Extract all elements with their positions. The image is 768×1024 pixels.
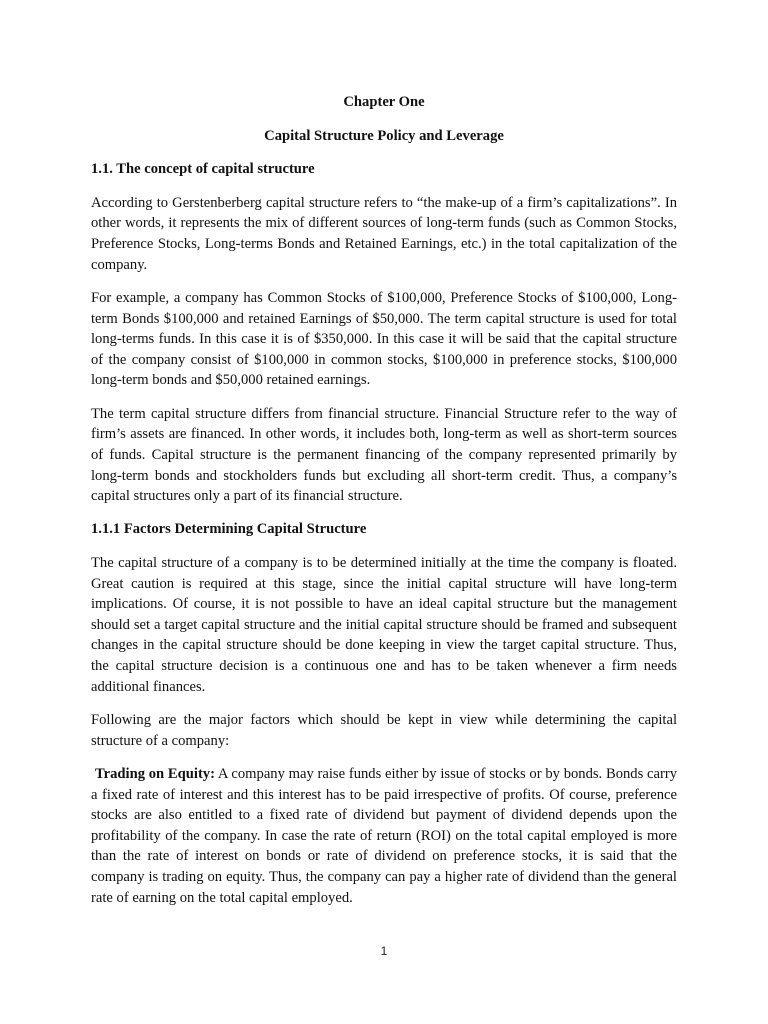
term-trading-on-equity: Trading on Equity:	[95, 766, 215, 783]
page-number: 1	[380, 944, 388, 958]
paragraph-major-factors: Following are the major factors which should be kept in view while determining the capital structure of a company:	[91, 712, 677, 749]
page-content	[91, 92, 677, 921]
paragraph-trading-on-equity	[91, 764, 677, 908]
paragraph-definition: According to Gerstenberberg capital structure refers to “the make-up of a firm’s capitalizations”. In other words, it represents the mix of different sources of long-term funds (such as Common Stocks, Preference Stocks, Long-terms Bonds and Retained Earnings, etc.) in the total capitalization of the company.	[91, 194, 677, 273]
paragraph-initial-structure: The capital structure of a company is to be determined initially at the time the company is floated. Great caution is required at this stage, since the initial capital structure will have long-term implications. Of course, it is not possible to have an ideal capital structure but the management should set a target capital structure and the initial capital structure should be framed and subsequent changes in the capital structure should be done keeping in view the target capital structure. Thus, the capital structure decision is a continuous one and has to be taken whenever a firm needs additional finances.	[91, 555, 677, 695]
section-heading-factors: 1.1.1 Factors Determining Capital Structure	[91, 521, 367, 538]
chapter-heading: Chapter One	[343, 94, 425, 110]
paragraph-example: For example, a company has Common Stocks of $100,000, Preference Stocks of $100,000, Long-term Bonds $100,000 and retained Earnings of $50,000. The term capital structure is used for total long-terms funds. In this case it is of $350,000. In this case it will be said that the capital structure of the company consist of $100,000 in common stocks, $100,000 in preference stocks, $100,000 long-term bonds and $50,000 retained earnings.	[91, 289, 677, 389]
section-heading-concept: 1.1. The concept of capital structure	[91, 161, 315, 178]
paragraph-financial-structure: The term capital structure differs from financial structure. Financial Structure refer to the way of firm’s assets are financed. In other words, it includes both, long-term as well as short-term sources of funds. Capital structure is the permanent financing of the company represented primarily by long-term bonds and stockholders funds but excluding all short-term credit. Thus, a company’s capital structures only a part of its financial structure.	[91, 405, 677, 505]
chapter-title: Capital Structure Policy and Leverage	[264, 127, 504, 144]
trading-on-equity-text: A company may raise funds either by issue of stocks or by bonds. Bonds carry a fixed rate of interest and this interest has to be paid irrespective of profits. Of course, preference stocks are also entitled to a fixed rate of dividend but payment of dividend depends upon the profitability of the company. In case the rate of return (ROI) on the total capital employed is more than the rate of interest on bonds or rate of dividend on preference stocks, it is said that the company is trading on equity. Thus, the company can pay a higher rate of dividend than the general rate of earning on the total capital employed.	[91, 766, 677, 906]
